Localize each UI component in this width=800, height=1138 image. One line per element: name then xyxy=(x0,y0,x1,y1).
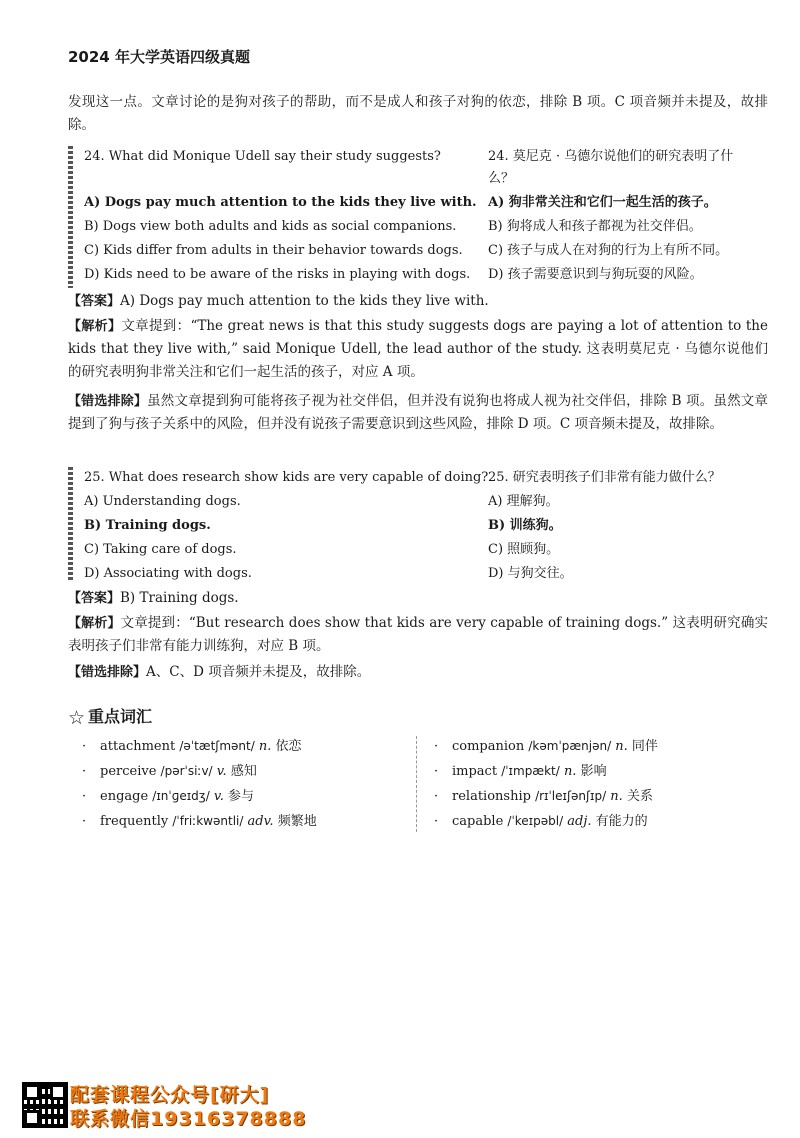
vocab-word: frequently xyxy=(100,814,169,829)
analysis-25 xyxy=(68,612,768,658)
vocab-meaning: 关系 xyxy=(626,789,653,804)
vocab-item: · companion /kəmˈpænjən/ n. 同伴 xyxy=(434,739,658,754)
vocab-item: · capable /ˈkeɪpəbl/ adj. 有能力的 xyxy=(434,814,648,829)
vocab-pos: n. xyxy=(563,764,577,779)
vocab-pos: n. xyxy=(615,739,628,754)
qr-code-icon[interactable] xyxy=(22,1082,68,1128)
analysis-25-text: 文章提到：“But research does show that kids are very capable of training dogs.” 这表明研究确实表明孩子们非常有能力训练狗，对应 B 项。 xyxy=(68,615,768,654)
vocab-word: impact xyxy=(452,764,498,779)
vocab-pos: n. xyxy=(258,739,272,754)
question-25-english xyxy=(84,467,489,587)
vocab-title-text: 重点词汇 xyxy=(88,707,153,726)
answer-25-text: B) Training dogs. xyxy=(120,590,239,606)
question-24-option-a: A) Dogs pay much attention to the kids they live with. xyxy=(84,195,477,210)
question-24-option-a-cn: A) 狗非常关注和它们一起生活的孩子。 xyxy=(488,195,717,210)
question-side-bar xyxy=(68,146,73,288)
question-25-option-c-cn: C) 照顾狗。 xyxy=(488,542,560,557)
answer-label: 【答案】 xyxy=(68,591,121,606)
question-25-text: 25. What does research show kids are very capable of doing? xyxy=(84,470,489,485)
vocab-meaning: 感知 xyxy=(230,764,257,779)
vocab-word: attachment xyxy=(100,739,176,754)
page-title: 2024 年大学英语四级真题 xyxy=(68,48,250,66)
question-24-chinese xyxy=(488,146,768,288)
vocab-meaning: 同伴 xyxy=(631,739,658,754)
answer-label: 【答案】 xyxy=(68,294,121,309)
vocab-ipa: /rɪˈleɪʃənʃɪp/ xyxy=(535,789,607,803)
analysis-label: 【解析】 xyxy=(68,616,121,631)
vocab-meaning: 参与 xyxy=(227,789,254,804)
question-24-option-c-cn: C) 孩子与成人在对狗的行为上有所不同。 xyxy=(488,243,729,258)
vocab-list-left xyxy=(82,734,412,834)
vocab-item: · engage /ɪnˈɡeɪdʒ/ v. 参与 xyxy=(82,789,254,804)
question-25-option-c: C) Taking care of dogs. xyxy=(84,542,237,557)
elimination-25-text: A、C、D 项音频并未提及，故排除。 xyxy=(146,664,371,680)
answer-24-text: A) Dogs pay much attention to the kids they live with. xyxy=(120,293,489,309)
vocab-ipa: /pərˈsiːv/ xyxy=(160,764,213,778)
elimination-label: 【错选排除】 xyxy=(68,665,147,680)
question-24-option-b-cn: B) 狗将成人和孩子都视为社交伴侣。 xyxy=(488,219,702,234)
vocab-meaning: 影响 xyxy=(580,764,607,779)
vocab-ipa: /ɪnˈɡeɪdʒ/ xyxy=(152,789,210,803)
question-side-bar xyxy=(68,467,73,581)
vocab-item: · relationship /rɪˈleɪʃənʃɪp/ n. 关系 xyxy=(434,789,653,804)
question-24-option-d: D) Kids need to be aware of the risks in playing with dogs. xyxy=(84,267,471,282)
question-25-block xyxy=(68,467,768,581)
vocab-meaning: 有能力的 xyxy=(595,814,648,829)
promo-line-2: 联系微信19316378888 xyxy=(70,1108,307,1130)
question-24-text-cn: 24. 莫尼克 · 乌德尔说他们的研究表明了什么？ xyxy=(488,149,734,186)
vocab-ipa: /ˈfriːkwəntli/ xyxy=(172,814,244,828)
question-25-chinese xyxy=(488,467,768,587)
question-25-option-a: A) Understanding dogs. xyxy=(84,494,241,509)
question-24-english xyxy=(84,146,484,288)
elimination-25 xyxy=(68,661,768,684)
question-24-option-c: C) Kids differ from adults in their behavior towards dogs. xyxy=(84,243,463,258)
question-24-option-d-cn: D) 孩子需要意识到与狗玩耍的风险。 xyxy=(488,267,703,282)
elimination-24 xyxy=(68,390,768,436)
vocab-word: capable xyxy=(452,814,504,829)
star-icon: ☆ xyxy=(68,707,86,729)
question-24-option-b: B) Dogs view both adults and kids as social companions. xyxy=(84,219,457,234)
vocab-ipa: /ˈkeɪpəbl/ xyxy=(507,814,564,828)
vocab-ipa: /əˈtætʃmənt/ xyxy=(179,739,255,753)
elimination-24-text: 虽然文章提到狗可能将孩子视为社交伴侣，但并没有说狗也将成人视为社交伴侣，排除 B 项。虽然文章提到了狗与孩子关系中的风险，但并没有说孩子需要意识到这些风险，排除 D 项。C 项音频未提及，故排除。 xyxy=(68,393,768,432)
vocab-meaning: 依恋 xyxy=(275,739,302,754)
vocab-column-divider xyxy=(416,736,417,832)
vocab-meaning: 频繁地 xyxy=(277,814,317,829)
vocab-list-right xyxy=(434,734,764,834)
answer-24 xyxy=(68,290,768,313)
vocab-pos: adj. xyxy=(567,814,592,829)
answer-25 xyxy=(68,587,768,610)
promo-line-1: 配套课程公众号[研大] xyxy=(70,1084,270,1106)
question-24-text: 24. What did Monique Udell say their study suggests? xyxy=(84,149,441,164)
intro-paragraph: 发现这一点。文章讨论的是狗对孩子的帮助，而不是成人和孩子对狗的依恋，排除 B 项。C 项音频并未提及，故排除。 xyxy=(68,94,768,133)
question-25-option-a-cn: A) 理解狗。 xyxy=(488,494,559,509)
elimination-label: 【错选排除】 xyxy=(68,394,148,409)
vocab-pos: v. xyxy=(216,764,227,779)
vocab-item: · impact /ˈɪmpækt/ n. 影响 xyxy=(434,764,607,779)
vocab-ipa: /kəmˈpænjən/ xyxy=(528,739,612,753)
question-25-option-b-cn: B) 训练狗。 xyxy=(488,518,562,533)
vocab-pos: v. xyxy=(213,789,224,804)
vocab-item: · perceive /pərˈsiːv/ v. 感知 xyxy=(82,764,257,779)
vocab-word: perceive xyxy=(100,764,157,779)
vocab-word: engage xyxy=(100,789,149,804)
vocab-item: · attachment /əˈtætʃmənt/ n. 依恋 xyxy=(82,739,302,754)
analysis-label: 【解析】 xyxy=(68,319,122,334)
question-25-option-b: B) Training dogs. xyxy=(84,518,211,533)
question-25-option-d: D) Associating with dogs. xyxy=(84,566,252,581)
vocab-word: companion xyxy=(452,739,525,754)
vocab-pos: adv. xyxy=(247,814,274,829)
question-24-block xyxy=(68,146,768,288)
analysis-24-text: 文章提到：“The great news is that this study suggests dogs are paying a lot of attention to the kids that they live with,” said Monique Udell, the lead author of the study. 这表明莫尼克 · 乌德尔说他们的研究表明狗非常关注和它们一起生活的孩子，对应 A 项。 xyxy=(68,318,768,380)
analysis-24 xyxy=(68,315,768,384)
vocab-item: · frequently /ˈfriːkwəntli/ adv. 频繁地 xyxy=(82,814,317,829)
vocab-pos: n. xyxy=(610,789,623,804)
vocab-ipa: /ˈɪmpækt/ xyxy=(501,764,560,778)
vocab-section-title xyxy=(68,704,152,729)
question-25-text-cn: 25. 研究表明孩子们非常有能力做什么？ xyxy=(488,470,721,485)
vocab-word: relationship xyxy=(452,789,531,804)
question-25-option-d-cn: D) 与狗交往。 xyxy=(488,566,573,581)
